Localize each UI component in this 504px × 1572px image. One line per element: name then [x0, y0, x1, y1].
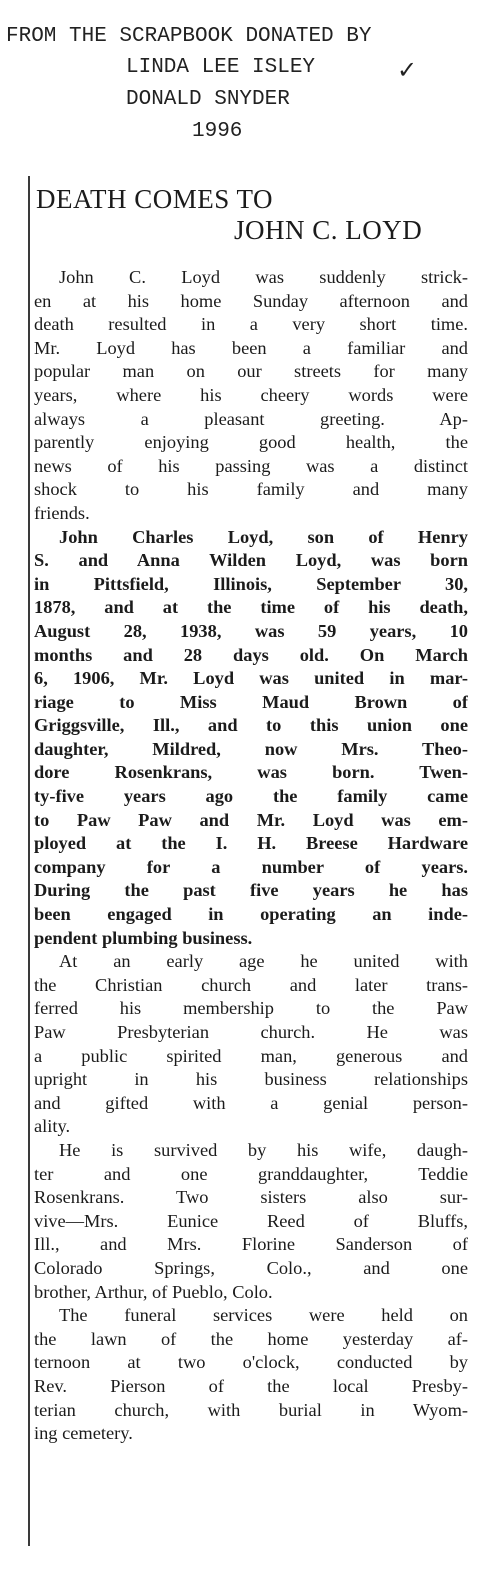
- article-line: Colorado Springs, Colo., and one: [34, 1257, 468, 1278]
- article-line: upright in his business relationships: [34, 1069, 468, 1090]
- article-line: in Pittsfield, Illinois, September 30,: [34, 573, 468, 594]
- article-line: During the past five years he has: [34, 880, 468, 901]
- article-line: 1878, and at the time of his death,: [34, 597, 468, 618]
- article-line: vive—Mrs. Eunice Reed of Bluffs,: [34, 1210, 468, 1231]
- newspaper-clipping: [0, 176, 504, 1556]
- article-line: en at his home Sunday afternoon and: [34, 290, 468, 311]
- article-line: months and 28 days old. On March: [34, 644, 468, 665]
- article-line: daughter, Mildred, now Mrs. Theo-: [34, 738, 468, 759]
- article-line: At an early age he united with: [59, 951, 468, 972]
- article-paragraph: [34, 950, 468, 1139]
- article-line: 6, 1906, Mr. Loyd was united in mar-: [34, 668, 468, 689]
- article-line: Griggsville, Ill., and to this union one: [34, 715, 468, 736]
- article-line: ternoon at two o'clock, conducted by: [34, 1352, 468, 1373]
- headline-line-1: DEATH COMES TO: [36, 184, 274, 214]
- article-paragraph: [34, 526, 468, 951]
- article-line: company for a number of years.: [34, 856, 468, 877]
- article-line: Rosenkrans. Two sisters also sur-: [34, 1187, 468, 1208]
- article-line: riage to Miss Maud Brown of: [34, 691, 468, 712]
- article-line: ployed at the I. H. Breese Hardware: [34, 833, 468, 854]
- article-line: years, where his cheery words were: [34, 384, 468, 405]
- article-line: ing cemetery.: [34, 1423, 133, 1444]
- header-line-donor-2: DONALD SNYDER: [126, 88, 290, 111]
- article-paragraph: [34, 1139, 468, 1304]
- article-line: friends.: [34, 502, 90, 523]
- article-line: death resulted in a very short time.: [34, 314, 468, 335]
- article-line: ality.: [34, 1116, 71, 1137]
- article-line: The funeral services were held on: [59, 1305, 468, 1326]
- article-line: always a pleasant greeting. Ap-: [34, 408, 468, 429]
- article-line: dore Rosenkrans, was born. Twen-: [34, 762, 468, 783]
- header-line-donated-by: FROM THE SCRAPBOOK DONATED BY: [6, 25, 372, 48]
- article-line: parently enjoying good health, the: [34, 432, 468, 453]
- article-paragraph: [34, 266, 468, 526]
- article-line: brother, Arthur, of Pueblo, Colo.: [34, 1281, 273, 1302]
- article-line: John Charles Loyd, son of Henry: [59, 526, 468, 547]
- article-line: pendent plumbing business.: [34, 927, 253, 948]
- article-line: ter and one granddaughter, Teddie: [34, 1163, 468, 1184]
- article-line: news of his passing was a distinct: [34, 455, 468, 476]
- article-line: He is survived by his wife, daugh-: [59, 1139, 468, 1160]
- article-line: ferred his membership to the Paw: [34, 998, 468, 1019]
- article-line: Paw Presbyterian church. He was: [34, 1022, 468, 1042]
- header-line-donor-1: LINDA LEE ISLEY: [126, 56, 316, 79]
- article-line: the Christian church and later trans-: [34, 974, 468, 995]
- article-line: S. and Anna Wilden Loyd, was born: [34, 550, 468, 571]
- article-line: and gifted with a genial person-: [34, 1092, 468, 1113]
- column-rule: [28, 176, 30, 1546]
- article-line: Rev. Pierson of the local Presby-: [34, 1375, 468, 1396]
- article-body: [34, 266, 468, 1446]
- article-line: been engaged in operating an inde-: [34, 904, 468, 925]
- article-line: the lawn of the home yesterday af-: [34, 1328, 468, 1349]
- handwritten-check-icon: ✓: [397, 56, 418, 84]
- article-line: terian church, with burial in Wyom-: [34, 1399, 468, 1420]
- article-line: ty-five years ago the family came: [34, 786, 468, 807]
- article-line: popular man on our streets for many: [34, 361, 468, 382]
- article-line: August 28, 1938, was 59 years, 10: [34, 620, 468, 641]
- article-paragraph: [34, 1304, 468, 1446]
- header-line-year: 1996: [192, 120, 243, 143]
- article-line: a public spirited man, generous and: [34, 1045, 468, 1066]
- article-line: shock to his family and many: [34, 479, 468, 500]
- article-line: Ill., and Mrs. Florine Sanderson of: [34, 1234, 468, 1255]
- article-line: Mr. Loyd has been a familiar and: [34, 337, 468, 358]
- article-line: to Paw Paw and Mr. Loyd was em-: [34, 809, 468, 830]
- headline-line-2: JOHN C. LOYD: [234, 215, 423, 245]
- article-line: John C. Loyd was suddenly strick-: [59, 267, 468, 287]
